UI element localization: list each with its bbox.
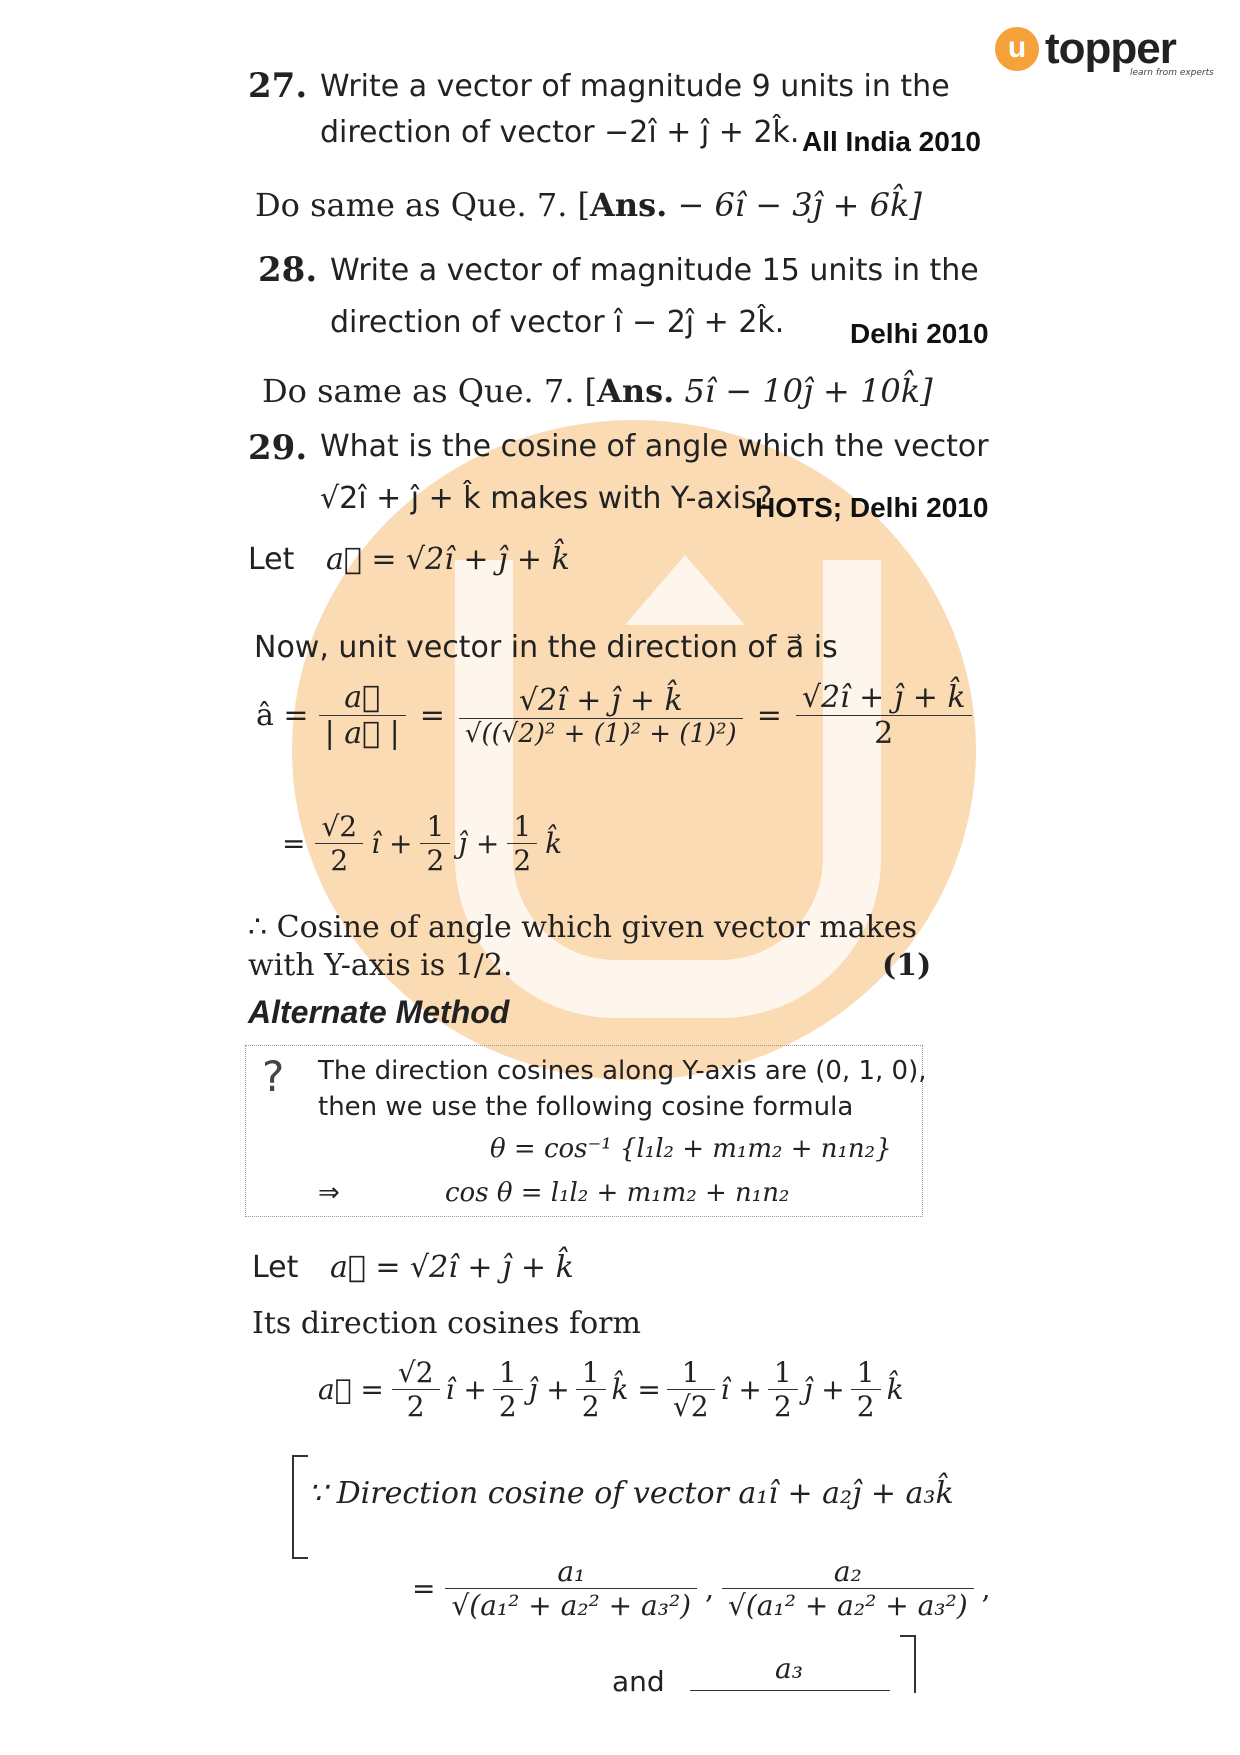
fraction-simplified: $\frac{√2î + ĵ + k̂}{2}$ xyxy=(796,680,972,751)
tip-formula-theta: θ = cos⁻¹ {l₁l₂ + m₁m₂ + n₁n₂} xyxy=(490,1134,892,1164)
let-statement: Let a⃗ = √2î + ĵ + k̂ xyxy=(248,542,570,577)
direction-cosines-intro: Its direction cosines form xyxy=(252,1306,641,1341)
conclusion-line2: with Y-axis is 1/2. xyxy=(248,948,513,983)
brand-logo xyxy=(995,24,1176,74)
dc-frac-6: $\frac{1}{2}$ xyxy=(851,1356,881,1423)
marks-label: (1) xyxy=(882,948,932,983)
question-27-answer: Do same as Que. 7. [Ans. − 6î − 3ĵ + 6k̂] xyxy=(255,186,922,224)
dc-frac-3: $\frac{1}{2}$ xyxy=(576,1356,606,1423)
direction-cosine-definition: ∵ Direction cosine of vector a₁î + a₂ĵ + a₃k̂ xyxy=(308,1476,954,1511)
brand-tagline: learn from experts xyxy=(1130,68,1214,78)
brand-logo-icon: u xyxy=(995,27,1039,71)
result-frac-2: $\frac{1}{2}$ xyxy=(420,810,450,877)
question-29-line1: What is the cosine of angle which the vector xyxy=(320,429,989,464)
question-28-line2: direction of vector î − 2ĵ + 2k̂. xyxy=(330,305,785,340)
dc-frac-1: $\frac{√2}{2}$ xyxy=(392,1356,440,1423)
question-28-answer: Do same as Que. 7. [Ans. 5î − 10ĵ + 10k̂] xyxy=(262,372,933,410)
dc-frac-5: $\frac{1}{2}$ xyxy=(768,1356,798,1423)
unit-vector-result: = $\frac{√2}{2}$ î + $\frac{1}{2}$ ĵ + $\frac{1}{2}$ k̂ xyxy=(282,810,563,877)
dc-formula-frac-2: $\frac{\text{a₂}}{\text{√(a₁² + a₂² + a₃²)}}$ xyxy=(722,1555,974,1622)
question-number-27: 27. xyxy=(248,66,308,106)
alternate-method-heading: Alternate Method xyxy=(248,994,510,1030)
unit-vector-formula: â = $\frac{a⃗}{| a⃗ |}$ = $\frac{√2î + ĵ + k̂}{\text{√((√2)² + (1)² + (1)²)}}$ = $\frac{√2î + ĵ + k̂}{2}$ xyxy=(256,680,972,751)
question-number-29: 29. xyxy=(248,428,308,468)
watermark-u-logo xyxy=(455,560,881,1018)
result-frac-3: $\frac{1}{2}$ xyxy=(507,810,537,877)
question-27-tag: All India 2010 xyxy=(802,126,981,157)
tip-formula-cos: cos θ = l₁l₂ + m₁m₂ + n₁n₂ xyxy=(445,1178,790,1208)
fraction-a-over-mod-a: $\frac{a⃗}{| a⃗ |}$ xyxy=(319,680,406,751)
unit-vector-intro: Now, unit vector in the direction of a⃗ is xyxy=(254,630,838,665)
implies-symbol: ⇒ xyxy=(318,1178,340,1208)
a3-numerator: a₃ xyxy=(775,1652,803,1685)
closing-bracket xyxy=(900,1635,916,1693)
question-27-line1: Write a vector of magnitude 9 units in the xyxy=(320,69,950,104)
a3-fraction-bar xyxy=(690,1690,890,1691)
direction-cosines-equation: a⃗ = $\frac{√2}{2}$ î + $\frac{1}{2}$ ĵ + $\frac{1}{2}$ k̂ = $\frac{1}{√2}$ î + $\frac{1}{2}$ ĵ + $\frac{1}{2}$ k̂ xyxy=(318,1356,904,1423)
direction-cosine-formula: = $\frac{\text{a₁}}{\text{√(a₁² + a₂² + a₃²)}}$ , $\frac{\text{a₂}}{\text{√(a₁² + a₂² + a₃²)}}$ , xyxy=(412,1555,991,1622)
watermark-arrow xyxy=(625,555,745,625)
and-word: and xyxy=(612,1665,665,1698)
brand-name: topper xyxy=(1045,24,1176,73)
result-frac-1: $\frac{√2}{2}$ xyxy=(315,810,363,877)
lightbulb-icon: ? xyxy=(262,1052,285,1101)
question-number-28: 28. xyxy=(258,250,318,290)
fraction-magnitude: $\frac{√2î + ĵ + k̂}{\text{√((√2)² + (1)² + (1)²)}}$ xyxy=(459,683,743,749)
dc-formula-frac-1: $\frac{\text{a₁}}{\text{√(a₁² + a₂² + a₃²)}}$ xyxy=(445,1555,697,1622)
dc-frac-4: $\frac{1}{√2}$ xyxy=(667,1356,715,1423)
a-hat-label: â = xyxy=(256,698,309,733)
question-27-line2: direction of vector −2î + ĵ + 2k̂. xyxy=(320,115,800,150)
question-28-tag: Delhi 2010 xyxy=(850,318,989,349)
let-statement-2: Let a⃗ = √2î + ĵ + k̂ xyxy=(252,1250,574,1285)
tip-line2: then we use the following cosine formula xyxy=(318,1092,854,1122)
tip-line1: The direction cosines along Y-axis are (0, 1, 0), xyxy=(318,1056,927,1086)
conclusion-line1: ∴ Cosine of angle which given vector makes xyxy=(248,910,918,945)
question-29-tag: HOTS; Delhi 2010 xyxy=(755,492,989,523)
question-29-line2: √2î + ĵ + k̂ makes with Y-axis? xyxy=(320,481,773,516)
question-28-line1: Write a vector of magnitude 15 units in the xyxy=(330,253,979,288)
bracket xyxy=(292,1455,308,1559)
dc-frac-2: $\frac{1}{2}$ xyxy=(493,1356,523,1423)
